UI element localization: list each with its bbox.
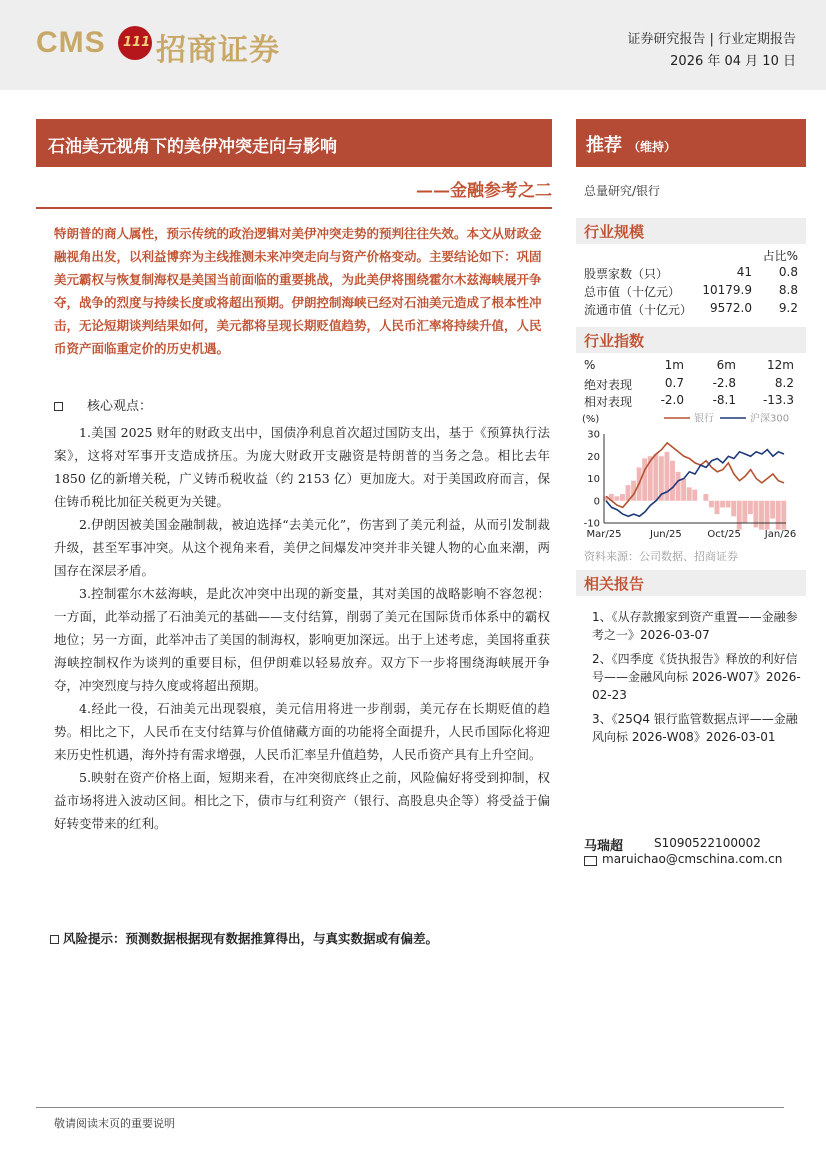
index-header: 6m: [716, 358, 736, 372]
scale-row-pct: 9.2: [778, 301, 798, 315]
scale-row-label: 股票家数（只）: [584, 267, 669, 281]
relative-bar: [681, 479, 686, 501]
section-title: 相关报告: [584, 575, 645, 593]
relative-bar: [748, 501, 753, 514]
core-points: [54, 421, 550, 835]
chart-axes: [582, 414, 796, 540]
rating-label: 推荐: [586, 135, 622, 156]
section-index-heading: [576, 327, 806, 353]
author-email[interactable]: maruichao@cmschina.com.cn: [602, 852, 783, 866]
relative-bar: [653, 454, 658, 501]
title-bar: [36, 119, 552, 167]
scale-row-value: 10179.9: [702, 283, 752, 297]
index-row-label: 绝对表现: [584, 378, 633, 392]
index-value: 8.2: [774, 376, 794, 390]
relative-bar: [742, 501, 747, 523]
summary-paragraph: 特朗普的商人属性，预示传统的政治逻辑对美伊冲突走势的预判往往失效。本文从财政金融视角出发，以利益博弈为主线推测未来冲突走向与资产价格变动。主要结论如下：巩固美元霸权与恢复制海权是美国当前面临的重要挑战，为此美伊将围绕霍尔木兹海峡展开争夺，战争的烈度与持续长度或将超出预期。伊朗控制海峡已经对石油美元造成了根本性冲击，无论短期谈判结果如何，美元都将呈现长期贬值趋势，人民币汇率将持续升值，人民币资产面临重定价的历史机遇。: [54, 226, 542, 356]
point-paragraph: 2.伊朗因被美国金融制裁，被迫选择“去美元化”，伤害到了美元利益，从而引发制裁升级，甚至军事冲突。从这个视角来看，美伊之间爆发冲突并非关键人物的心血来潮，两国存在深层矛盾。: [54, 517, 550, 578]
scale-row-label: 总市值（十亿元）: [584, 285, 681, 299]
page-header: [0, 0, 826, 90]
relative-bar: [715, 501, 720, 514]
risk-warning: [54, 929, 438, 947]
index-header: 12m: [767, 358, 794, 372]
relative-bar: [731, 501, 736, 517]
x-tick-label: Oct/25: [707, 529, 741, 540]
section-title: 行业指数: [584, 332, 645, 350]
index-chart: [580, 410, 806, 548]
relative-bar: [687, 487, 692, 500]
rating-bar: [576, 119, 806, 167]
section-scale-heading: [576, 218, 806, 244]
relative-bar: [620, 494, 625, 501]
relative-bar: [765, 501, 770, 530]
divider: [36, 207, 552, 209]
point-paragraph: 5.映射在资产价格上面，短期来看，在冲突彻底终止之前，风险偏好将受到抑制，权益市场将进入波动区间。相比之下，债市与红利资产（银行、高股息央企等）将受益于偏好转变带来的红利。: [54, 770, 550, 831]
scale-row-pct: 0.8: [778, 265, 798, 279]
chart-legend: [664, 412, 789, 425]
rating-sub: （维持）: [628, 140, 677, 154]
scale-row-pct: 8.8: [778, 283, 798, 297]
rating: [586, 131, 676, 157]
relative-bar: [614, 496, 619, 500]
report-title: 石油美元视角下的美伊冲突走向与影响: [48, 137, 337, 157]
core-heading-label: 核心观点：: [87, 399, 153, 414]
legend-label: 银行: [694, 413, 714, 425]
index-header: 1m: [664, 358, 684, 372]
risk-text: 风险提示：预测数据根据现有数据推算得出，与真实数据或有偏差。: [63, 931, 439, 946]
scale-row-value: 9572.0: [710, 301, 752, 315]
y-tick-label: 10: [587, 474, 600, 485]
y-tick-label: 20: [587, 451, 600, 463]
footer-note: 敬请阅读末页的重要说明: [54, 1117, 175, 1130]
relative-bar: [703, 494, 708, 501]
logo-latin: CMS: [36, 26, 106, 59]
x-tick-label: Jun/25: [650, 529, 682, 540]
relative-bar: [709, 501, 714, 508]
relative-bar: [670, 461, 675, 501]
index-header: %: [584, 358, 596, 372]
logo-chinese: 招商证券: [156, 33, 280, 68]
y-tick-label: 30: [587, 429, 600, 441]
y-axis-label: (%): [582, 414, 600, 425]
logo-mark-icon: [118, 26, 152, 60]
relative-bar: [759, 501, 764, 530]
footer-divider: [36, 1107, 784, 1108]
index-value: -2.8: [712, 376, 736, 390]
legend-label: 沪深300: [750, 413, 790, 425]
core-heading: [54, 395, 152, 414]
relative-bar: [737, 501, 742, 530]
y-tick-label: 0: [593, 496, 600, 508]
relative-bar: [692, 490, 697, 501]
section-title: 行业规模: [584, 223, 645, 241]
related-report-link[interactable]: 1、《从存款搬家到资产重置——金融参考之一》2026-03-07: [592, 610, 798, 642]
scale-row-value: 41: [736, 265, 752, 279]
relative-bar: [781, 501, 786, 530]
relative-bar: [676, 472, 681, 501]
section-related-heading: [576, 570, 806, 596]
author-name: 马瑞超: [584, 839, 624, 854]
relative-bar: [726, 501, 731, 508]
x-tick-label: Jan/26: [764, 529, 797, 540]
related-report-link[interactable]: 2、《四季度《货执报告》释放的利好信号——金融风向标 2026-W07》2026-02-23: [592, 652, 801, 702]
report-date: 2026 年 04 月 10 日: [670, 54, 796, 69]
index-value: 0.7: [664, 376, 684, 390]
relative-bar: [642, 458, 647, 500]
scale-col-header: 占比%: [762, 249, 798, 263]
x-tick-label: Mar/25: [586, 529, 622, 540]
index-row-label: 相对表现: [584, 395, 633, 409]
logo-mark-text: 111: [123, 35, 151, 50]
index-value: -13.3: [762, 393, 794, 407]
email-icon: [584, 856, 597, 866]
square-bullet-icon: [54, 402, 63, 411]
point-paragraph: 1.美国 2025 财年的财政支出中，国债净利息首次超过国防支出，基于《预算执行法案》，这将对军事开支造成挤压。为庞大财政开支融资是特朗普的当务之急。相比去年 1850 亿的新增关税，广义铸币税收益（约 2153 亿）更加庞大。对于美国政府而言，保住铸币税比加征关税更为关键。: [54, 425, 550, 509]
scale-row-label: 流通市值（十亿元）: [584, 303, 693, 317]
point-paragraph: 3.控制霍尔木兹海峡，是此次冲突中出现的新变量，其对美国的战略影响不容忽视：一方面，此举动摇了石油美元的基础——支付结算，削弱了美元在国际货币体系中的霸权地位；另一方面，此举冲击了美国的制海权，影响更加深远。出于上述考虑，美国将重获海峡控制权作为谈判的重要目标，但伊朗难以轻易放弃。双方下一步将围绕海峡展开争夺，冲突烈度与持久度或将超出预期。: [54, 586, 550, 693]
y-tick-label: -10: [583, 518, 600, 530]
relative-bar: [770, 501, 775, 519]
report-type: 证券研究报告 | 行业定期报告: [627, 32, 796, 47]
rating-category: 总量研究/银行: [584, 184, 661, 198]
author-license-id: S1090522100002: [654, 836, 761, 850]
point-paragraph: 4.经此一役，石油美元出现裂痕，美元信用将进一步削弱，美元存在长期贬值的趋势。相比之下，人民币在支付结算与价值储藏方面的功能将全面提升，人民币国际化将迎来历史性机遇，海外持有需求增强，人民币汇率呈升值趋势，人民币资产具有上升空间。: [54, 701, 550, 762]
related-report-link[interactable]: 3、《25Q4 银行监管数据点评——金融风向标 2026-W08》2026-03-01: [592, 712, 798, 744]
index-value: -8.1: [712, 393, 736, 407]
relative-bar: [720, 501, 725, 508]
square-bullet-icon: [50, 935, 59, 944]
related-reports: [592, 608, 802, 752]
report-subtitle: ——金融参考之二: [416, 181, 552, 201]
relative-bar: [776, 501, 781, 530]
chart-source: 资料来源：公司数据、招商证券: [584, 550, 738, 563]
index-value: -2.0: [660, 393, 684, 407]
